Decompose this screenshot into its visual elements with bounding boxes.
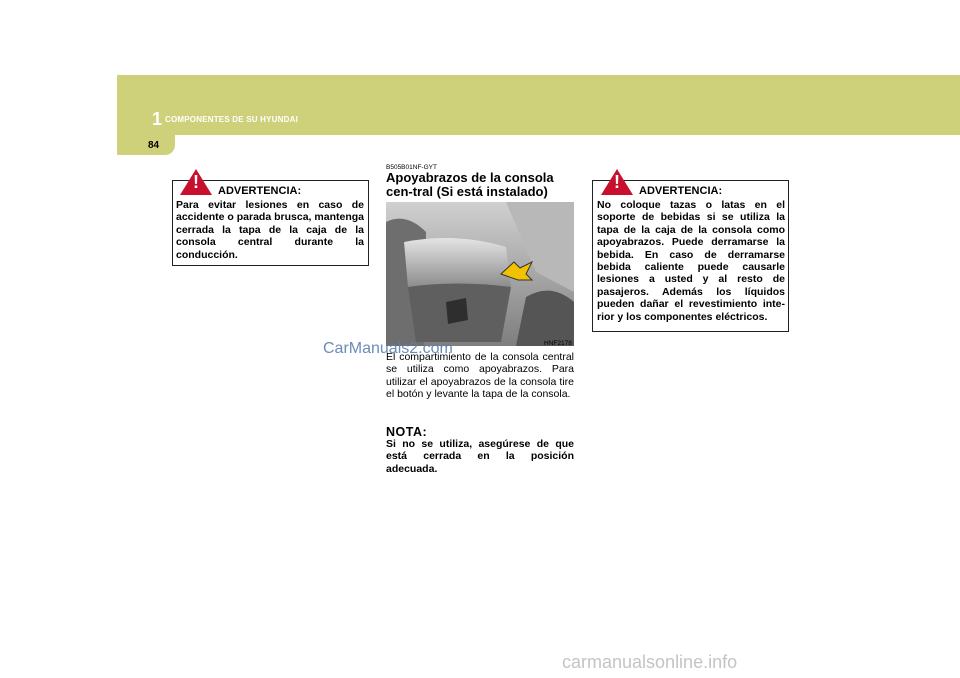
right-warning-title: ADVERTENCIA: <box>639 185 723 197</box>
image-label: HNF2178 <box>544 340 572 347</box>
left-warning-text: Para evitar lesiones en caso de accidente o parada brusca, mantenga cerrada la tapa de la caja de la consola central durante la conducción. <box>176 199 364 261</box>
watermark-carmanuals2: CarManuals2.com <box>323 340 453 357</box>
nota-title: NOTA: <box>386 425 428 439</box>
section-body: El compartimiento de la consola central se utiliza como apoyabrazos. Para utilizar el apoyabrazos de la consola tire el botón y levante la tapa de la consola. <box>386 351 574 401</box>
chapter-number: 1 <box>152 109 163 129</box>
chapter-title: COMPONENTES DE SU HYUNDAI <box>165 115 299 124</box>
left-warning-title: ADVERTENCIA: <box>218 185 302 197</box>
right-warning-text: No coloque tazas o latas en el soporte de bebidas si se utiliza la tapa de la caja de la consola como apoyabrazos. Puede derramarse la bebida. En caso de derramarse bebida caliente puede causarle lesiones a usted y al resto de pasajeros. Además los líquidos pueden dañar el revestimiento inte-rior y los componentes eléctricos. <box>597 199 785 323</box>
page-number-tab <box>117 135 175 155</box>
nota-text: Si no se utiliza, asegúrese de que está cerrada en la posición adecuada. <box>386 438 574 475</box>
warning-exclamation: ! <box>614 172 620 192</box>
section-code: B505B01NF-GYT <box>386 164 437 171</box>
warning-exclamation: ! <box>193 172 199 192</box>
armrest-photo <box>386 202 574 346</box>
page-number: 84 <box>148 140 160 151</box>
watermark-carmanualsonline: carmanualsonline.info <box>562 652 738 672</box>
section-title: Apoyabrazos de la consola cen-tral (Si está instalado) <box>386 170 554 199</box>
chapter-banner <box>117 75 960 135</box>
armrest-illustration <box>386 202 574 346</box>
